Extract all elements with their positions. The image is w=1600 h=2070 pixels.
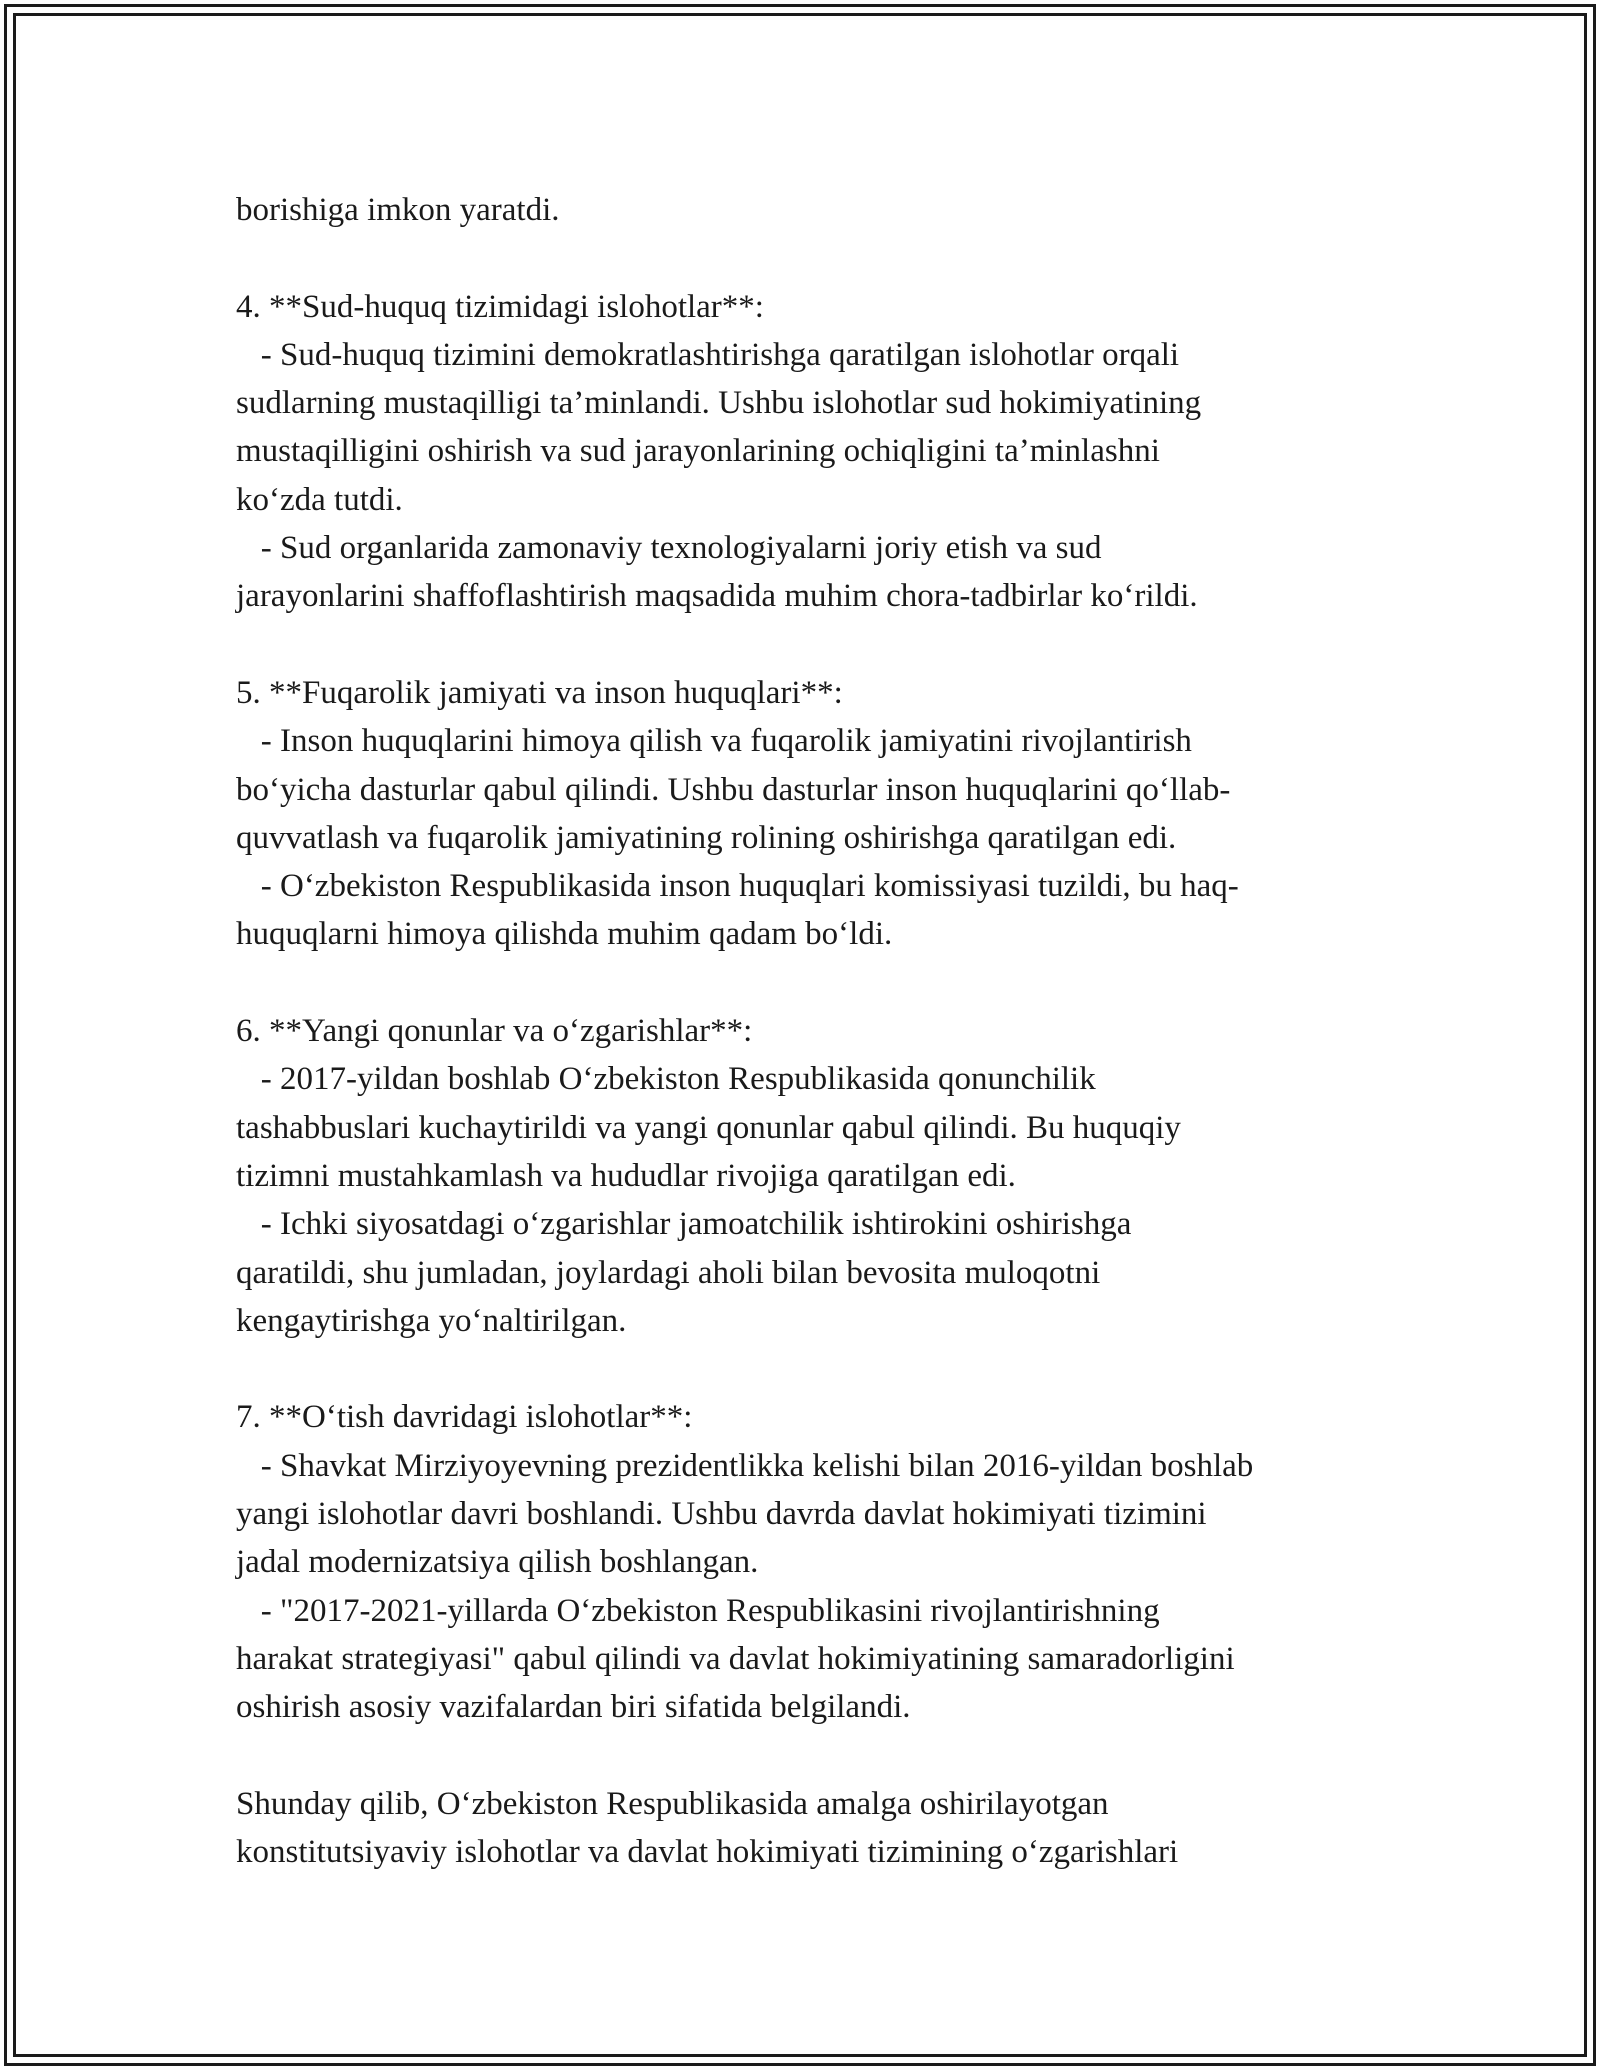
text-line: ko‘zda tutdi. [236,481,403,518]
text-line: - Inson huquqlarini himoya qilish va fuqarolik jamiyatini rivojlantirish [236,723,1192,760]
text-line: - Sud organlarida zamonaviy texnologiyalarni joriy etish va sud [236,530,1102,567]
text-line: mustaqilligini oshirish va sud jarayonlarining ochiqligini ta’minlashni [236,433,1160,470]
text-line: - Shavkat Mirziyoyevning prezidentlikka kelishi bilan 2016-yildan boshlab [236,1447,1254,1484]
text-line: bo‘yicha dasturlar qabul qilindi. Ushbu dasturlar inson huquqlarini qo‘llab- [236,771,1231,808]
blank-line [236,1345,1396,1393]
text-line: - O‘zbekiston Respublikasida inson huquqlari komissiyasi tuzildi, bu haq- [236,868,1239,905]
text-line: kengaytirishga yo‘naltirilgan. [236,1302,627,1339]
text-line: tashabbuslari kuchaytirildi va yangi qonunlar qabul qilindi. Bu huquqiy [236,1109,1181,1146]
text-line: harakat strategiyasi" qabul qilindi va davlat hokimiyatining samaradorligini [236,1640,1235,1677]
text-line: konstitutsiyaviy islohotlar va davlat hokimiyati tizimining o‘zgarishlari [236,1834,1179,1871]
text-line: - Ichki siyosatdagi o‘zgarishlar jamoatchilik ishtirokini oshirishga [236,1206,1132,1243]
text-line: Shunday qilib, O‘zbekiston Respublikasida amalga oshirilayotgan [236,1785,1109,1822]
text-line: tizimni mustahkamlash va hududlar rivojiga qaratilgan edi. [236,1157,1016,1194]
text-line: 4. **Sud-huquq tizimidagi islohotlar**: [236,288,764,325]
text-line: quvvatlash va fuqarolik jamiyatining rolining oshirishga qaratilgan edi. [236,819,1177,856]
text-line: oshirish asosiy vazifalardan biri sifatida belgilandi. [236,1689,911,1726]
text-line: - Sud-huquq tizimini demokratlashtirishga qaratilgan islohotlar orqali [236,336,1180,373]
text-line: yangi islohotlar davri boshlandi. Ushbu davrda davlat hokimiyati tizimini [236,1496,1207,1533]
text-line: - "2017-2021-yillarda O‘zbekiston Respublikasini rivojlantirishning [236,1592,1160,1629]
text-line: 6. **Yangi qonunlar va o‘zgarishlar**: [236,1013,753,1050]
text-line: sudlarning mustaqilligi ta’minlandi. Ushbu islohotlar sud hokimiyatining [236,385,1202,422]
text-line: 7. **O‘tish davridagi islohotlar**: [236,1399,693,1436]
text-line: qaratildi, shu jumladan, joylardagi aholi bilan bevosita muloqotni [236,1254,1101,1291]
text-line: jadal modernizatsiya qilish boshlangan. [236,1544,759,1581]
blank-line [236,234,1396,282]
document-body [236,186,1396,1876]
blank-line [236,621,1396,669]
blank-line [236,959,1396,1007]
text-line: jarayonlarini shaffoflashtirish maqsadida muhim chora-tadbirlar ko‘rildi. [236,578,1198,615]
text-line: borishiga imkon yaratdi. [236,192,560,228]
text-line: huquqlarni himoya qilishda muhim qadam bo‘ldi. [236,916,893,953]
text-line: 5. **Fuqarolik jamiyati va inson huquqlari**: [236,674,843,711]
blank-line [236,1732,1396,1780]
text-line: - 2017-yildan boshlab O‘zbekiston Respublikasida qonunchilik [236,1061,1096,1098]
